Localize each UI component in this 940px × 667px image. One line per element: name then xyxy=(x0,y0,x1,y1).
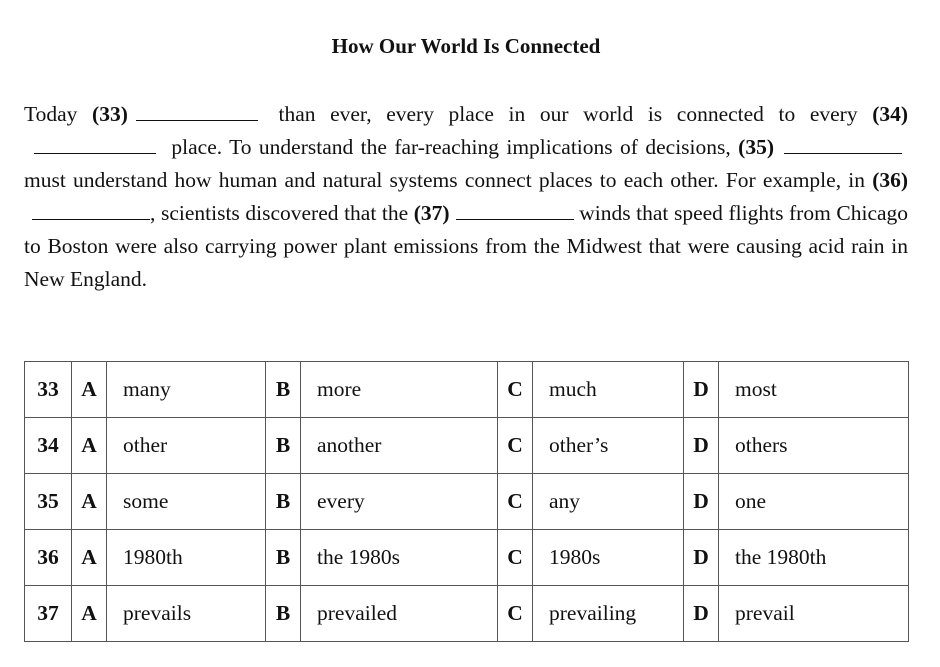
option-text-c: any xyxy=(533,474,684,530)
blank-number-35: (35) xyxy=(738,135,774,159)
option-text-c: prevailing xyxy=(533,586,684,642)
option-letter-a: A xyxy=(72,362,107,418)
answer-options-table xyxy=(24,361,909,642)
option-text-b: every xyxy=(301,474,498,530)
option-letter-b: B xyxy=(266,530,301,586)
question-number: 34 xyxy=(25,418,72,474)
option-text-d: most xyxy=(719,362,909,418)
option-letter-b: B xyxy=(266,474,301,530)
passage-segment: winds that speed flights from Chicago to Boston were also carrying power plant emissions from the Midwest that were causing acid rain in New England. xyxy=(24,201,909,291)
passage-segment: , scientists discovered that the xyxy=(150,201,409,225)
option-letter-a: A xyxy=(72,586,107,642)
blank-34 xyxy=(34,135,156,154)
option-letter-a: A xyxy=(72,530,107,586)
option-text-a: some xyxy=(107,474,266,530)
option-letter-c: C xyxy=(498,530,533,586)
question-number: 36 xyxy=(25,530,72,586)
question-number: 33 xyxy=(25,362,72,418)
passage-segment: must understand how human and natural systems connect places to each other. For example, in xyxy=(24,168,865,192)
option-text-b: prevailed xyxy=(301,586,498,642)
question-row-36 xyxy=(25,530,909,586)
option-letter-a: A xyxy=(72,474,107,530)
option-text-a: 1980th xyxy=(107,530,266,586)
blank-number-34: (34) xyxy=(872,102,909,126)
blank-number-37: (37) xyxy=(413,201,450,225)
passage-segment: place. To understand the far-reaching implications of decisions, xyxy=(171,135,731,159)
option-letter-d: D xyxy=(684,474,719,530)
option-letter-d: D xyxy=(684,418,719,474)
option-letter-c: C xyxy=(498,586,533,642)
option-text-a: other xyxy=(107,418,266,474)
blank-36 xyxy=(32,201,150,220)
option-text-d: others xyxy=(719,418,909,474)
option-text-a: many xyxy=(107,362,266,418)
option-text-c: 1980s xyxy=(533,530,684,586)
option-letter-d: D xyxy=(684,586,719,642)
blank-37 xyxy=(456,201,574,220)
option-letter-c: C xyxy=(498,474,533,530)
page-title: How Our World Is Connected xyxy=(331,34,601,58)
passage-segment: than ever, every place in our world is connected to every xyxy=(278,102,858,126)
option-letter-d: D xyxy=(684,530,719,586)
option-text-d: prevail xyxy=(719,586,909,642)
question-row-35 xyxy=(25,474,909,530)
option-text-c: other’s xyxy=(533,418,684,474)
blank-35 xyxy=(784,135,902,154)
option-letter-b: B xyxy=(266,418,301,474)
passage-word: Today xyxy=(24,102,78,126)
option-text-a: prevails xyxy=(107,586,266,642)
option-text-b: another xyxy=(301,418,498,474)
option-text-b: the 1980s xyxy=(301,530,498,586)
option-letter-b: B xyxy=(266,586,301,642)
option-text-c: much xyxy=(533,362,684,418)
option-letter-c: C xyxy=(498,362,533,418)
question-row-37 xyxy=(25,586,909,642)
option-letter-b: B xyxy=(266,362,301,418)
blank-number-33: (33) xyxy=(92,102,128,126)
option-text-d: one xyxy=(719,474,909,530)
blank-33 xyxy=(136,102,258,121)
option-letter-d: D xyxy=(684,362,719,418)
blank-number-36: (36) xyxy=(872,168,909,192)
passage-text xyxy=(24,98,908,296)
option-letter-c: C xyxy=(498,418,533,474)
option-text-d: the 1980th xyxy=(719,530,909,586)
question-number: 35 xyxy=(25,474,72,530)
question-row-34 xyxy=(25,418,909,474)
option-letter-a: A xyxy=(72,418,107,474)
question-row-33 xyxy=(25,362,909,418)
question-number: 37 xyxy=(25,586,72,642)
option-text-b: more xyxy=(301,362,498,418)
